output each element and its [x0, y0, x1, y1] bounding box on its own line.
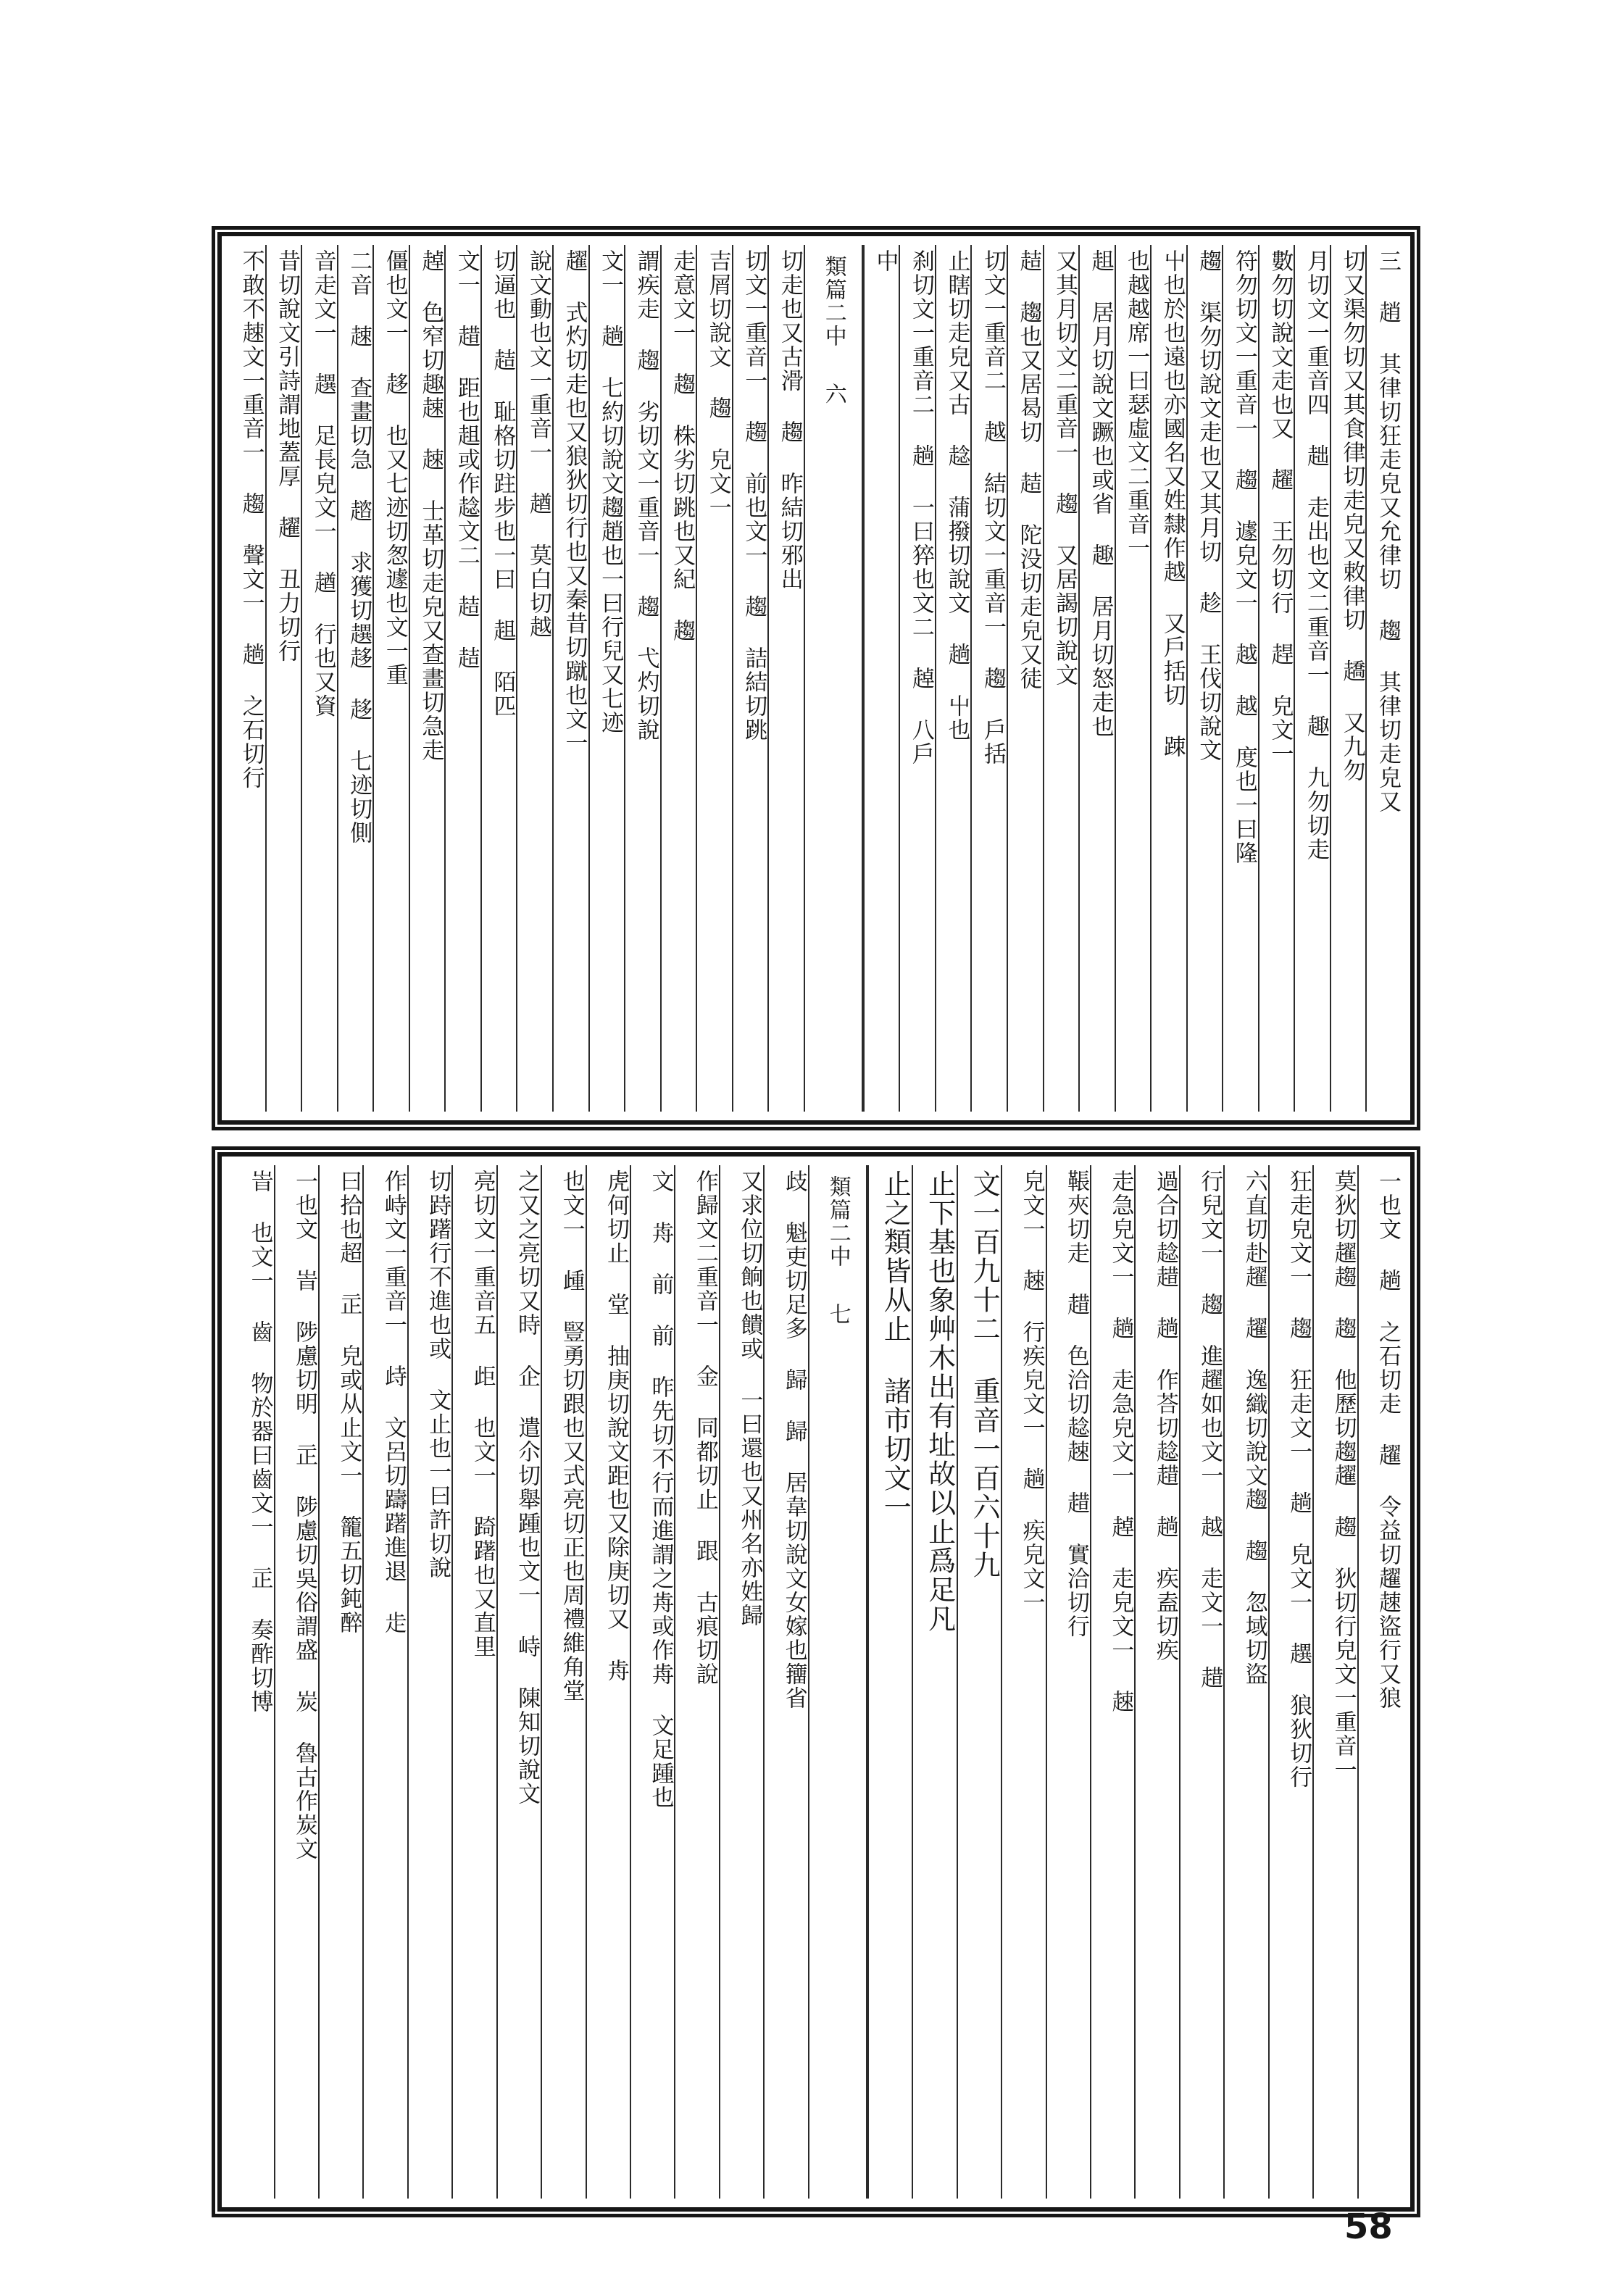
- text-column: 僵也文一 趍 也又七迹切怱遽也文一重: [372, 245, 409, 1112]
- lower-columns: [230, 1165, 1402, 2199]
- gutter-folio: 六: [820, 383, 846, 406]
- text-column: 吉屑切說文 趨 皃文一: [696, 245, 732, 1112]
- text-column: 䩨夾切走 趞 色洽切趝趚 趞 實洽切行: [1046, 1165, 1090, 2199]
- text-column: 不敢不趚文一重音一 趨 聲文一 趟 之石切行: [238, 249, 265, 790]
- text-column: 屮也於也遠也亦國名又姓隸作越 又戶括切 䟱: [1150, 245, 1186, 1112]
- upper-text-panel: [217, 232, 1415, 1125]
- text-column: 作歸文二重音一 金 同都切止 跟 古痕切說: [674, 1165, 718, 2199]
- text-column: 切文一重音二 越 結切文一重音一 趨 戶括: [970, 245, 1007, 1112]
- text-column: 又求位切餉也饋或 一曰還也又州名亦姓歸: [719, 1165, 763, 2199]
- gutter-title: 類篇二中: [825, 1175, 851, 1268]
- text-column: 趌 趨也又居曷切 趌 陀没切走皃又徒: [1007, 245, 1043, 1112]
- gutter-title: 類篇二中: [820, 255, 846, 348]
- upper-columns: [230, 245, 1402, 1112]
- text-column: 趯 式灼切走也又狼狄切行也又秦昔切蹴也文一: [552, 245, 588, 1112]
- text-column: 止下基也象艸木出有址故以止爲足凡: [912, 1165, 956, 2199]
- text-column: 作峙文一重音一 歭 文呂切躊躇進退 歨: [362, 1165, 407, 2199]
- text-column: 文一 趟 七約切說文趨趙也一曰行兒又七迹: [588, 245, 625, 1112]
- text-column: 趠 色窄切趣趚 趚 士革切走皃又查畫切急走: [409, 245, 445, 1112]
- text-column: 數勿切說文走也又 趯 王勿切行 趕 皃文一: [1258, 245, 1294, 1112]
- text-column: 狂走皃文一 趨 狂走文一 趟 皃文一 趩 狼狄切行: [1268, 1165, 1312, 2199]
- text-column: 說文動也文一重音一 趥 莫白切越: [516, 245, 552, 1112]
- text-column: 文一百九十二 重音一百六十九: [957, 1165, 1001, 2199]
- text-column: 三 趙 其律切狂走皃又允律切 趨 其律切走皃又: [1365, 245, 1402, 1112]
- text-column: 峕 也文一 齒 物於器曰齒文一 㱏 奏酢切博: [246, 1170, 273, 1714]
- text-column: 止瞎切走皃又古 趝 蒲撥切說文 趟 屮也: [935, 245, 971, 1112]
- lower-text-panel: [217, 1152, 1415, 2212]
- gutter-folio: 七: [825, 1303, 851, 1326]
- text-column: 謂疾走 趨 劣切文一重音一 趨 弋灼切說: [624, 245, 660, 1112]
- text-column: 六直切赴趯 趯 逸織切說文趨 趨 忽域切盜: [1223, 1165, 1267, 2199]
- text-column: 之又之亮切又時 企 遣尒切舉踵也文一 峙 陳知切說文: [496, 1165, 541, 2199]
- gutter-strip: [808, 1165, 867, 2199]
- text-column: 也文一 歱 豎勇切跟也又式亮切正也周禮維角堂: [541, 1165, 585, 2199]
- text-column: 切又渠勿切又其食律切走皃又敕律切 趫 又九勿: [1330, 245, 1366, 1112]
- page-number: 58: [1344, 2207, 1393, 2247]
- text-column: 趨 渠勿切說文走也又其月切 趁 王伐切說文: [1186, 245, 1223, 1112]
- text-column: 音走文一 趩 足長皃文一 趥 行也又資: [301, 245, 337, 1112]
- text-column: 一也文 趟 之石切走 趯 令益切趯趚盜行又狼: [1357, 1165, 1402, 2199]
- text-column: 止之類皆从止 諸市切文一: [867, 1165, 912, 2199]
- text-column: 過合切趝趞 趟 作荅切趝趞 趟 疾盍切疾: [1134, 1165, 1178, 2199]
- text-column: 一也文 峕 陟慮切明 㱏 陟慮切吳俗謂盛 炭 魯古作炭文: [274, 1165, 318, 2199]
- text-column: 刹切文一重音二 趟 一曰猝也文二 趠 八戶: [899, 245, 935, 1112]
- text-column: 曰拾也超 㱏 皃或从止文一 籠五切鈍醉: [318, 1165, 362, 2199]
- text-column: 中: [863, 245, 899, 1112]
- text-column: 走急皃文一 趟 走急皃文一 趠 走皃文一 趚: [1090, 1165, 1134, 2199]
- text-column: 又其月切文二重音一 趨 又居謁切說文: [1043, 245, 1079, 1112]
- text-column: 走意文一 趨 株劣切跳也又紀 趨: [660, 245, 696, 1112]
- text-column: 莫狄切趯趨 趨 他歷切趨趯 趨 狄切行皃文一重音一: [1312, 1165, 1357, 2199]
- text-column: 歧 魁吏切足多 歸 歸 居韋切說文女嫁也籒省: [763, 1165, 807, 2199]
- text-column: 虎何切止 堂 抽庚切說文距也又除庚切又 歬: [586, 1165, 630, 2199]
- text-column: 行兒文一 趨 進趯如也文一 越 走文一 趞: [1179, 1165, 1223, 2199]
- text-column: 切文一重音一 趨 前也文一 趨 詰結切跳: [732, 245, 768, 1112]
- text-column: 文一 趞 距也趄或作趝文二 趌 趌: [444, 245, 480, 1112]
- text-column: 也越越席一曰瑟虛文二重音一: [1115, 245, 1151, 1112]
- text-column: 符勿切文一重音一 趨 遽皃文一 越 越 度也一曰隆: [1222, 245, 1258, 1112]
- text-column: 昔切說文引詩謂地蓋厚 趯 丑力切行: [265, 245, 301, 1112]
- text-column: 皃文一 趚 行疾皃文一 趟 疾皃文一: [1001, 1165, 1045, 2199]
- text-column: 月切文一重音四 趉 走出也文二重音一 趣 九勿切走: [1294, 245, 1330, 1112]
- text-column: 文 歬 前 前 昨先切不行而進謂之歬或作歬 文足踵也: [630, 1165, 674, 2199]
- text-column: 切走也又古滑 趨 昨結切邪出: [767, 245, 804, 1112]
- text-column: 二音 趚 查畫切急 趦 求獲切趩趍 趍 七迹切側: [337, 245, 373, 1112]
- gutter-strip: [804, 245, 863, 1112]
- text-column: 亮切文一重音五 歫 也文一 踦躇也又直里: [451, 1165, 496, 2199]
- text-column: 趄 居月切說文蹶也或省 趣 居月切怒走也: [1078, 245, 1115, 1112]
- text-column: 切逼也 趌 耻格切跓步也一曰 趄 陌匹: [480, 245, 517, 1112]
- text-column: 切跱躇行不進也或 文止也一曰許切說: [407, 1165, 451, 2199]
